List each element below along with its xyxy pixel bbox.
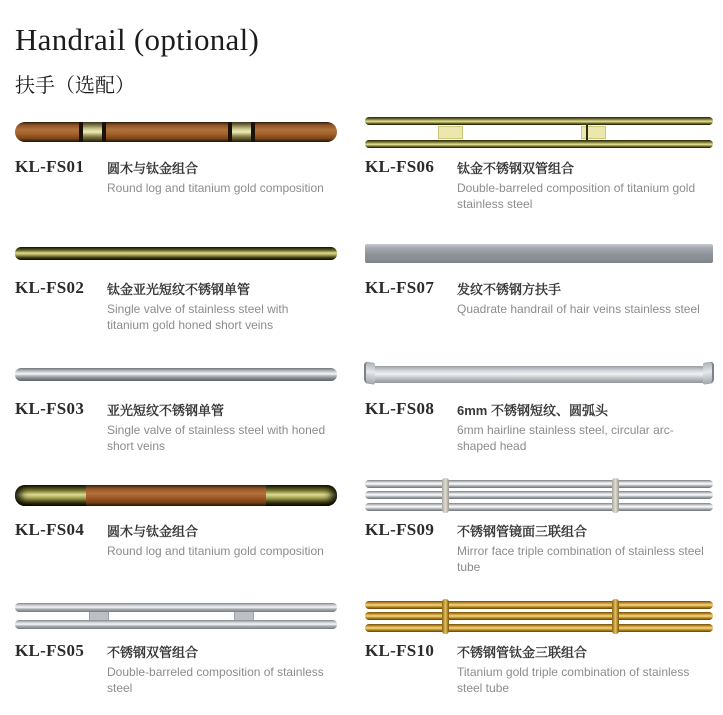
product-code: KL-FS02 (15, 278, 85, 297)
titanium-gold-end (266, 485, 337, 506)
product-name-en: Round log and titanium gold composition (107, 544, 324, 558)
product-card-kl-fs08 (365, 352, 713, 473)
tube-clamp (442, 599, 449, 634)
arc-head-right (703, 361, 714, 385)
handrail-image-double-gold-tubes (365, 117, 713, 148)
product-name-cn: 不锈钢双管组合 (107, 645, 199, 660)
product-card-kl-fs01 (15, 110, 337, 231)
page-title: Handrail (optional) (15, 22, 260, 57)
product-code: KL-FS09 (365, 520, 435, 539)
tube-connector (438, 126, 463, 139)
handrail-image-double-silver-tubes (15, 603, 337, 629)
product-name-cn: 钛金不锈钢双管组合 (457, 161, 575, 176)
product-code: KL-FS08 (365, 399, 435, 418)
product-code: KL-FS06 (365, 157, 435, 176)
product-name-en: Single valve of stainless steel with honed short veins (107, 423, 326, 453)
product-name-cn: 不锈钢管钛金三联组合 (457, 645, 588, 660)
tube-clamp (612, 599, 619, 634)
product-card-kl-fs03 (15, 352, 337, 473)
titanium-gold-band (79, 122, 106, 142)
product-code: KL-FS07 (365, 278, 435, 297)
product-name-en: Quadrate handrail of hair veins stainless steel (457, 302, 700, 316)
product-column-right (365, 110, 713, 715)
product-code: KL-FS01 (15, 157, 85, 176)
product-card-kl-fs09 (365, 473, 713, 594)
product-code: KL-FS10 (365, 641, 435, 660)
product-card-kl-fs05 (15, 594, 337, 715)
arc-head-left (364, 361, 375, 385)
product-card-kl-fs10 (365, 594, 713, 715)
handrail-image-gold-tube (15, 247, 337, 260)
product-card-kl-fs02 (15, 231, 337, 352)
product-name-cn: 发纹不锈钢方扶手 (457, 282, 562, 297)
product-name-cn: 6mm 不锈钢短纹、圆弧头 (457, 403, 608, 418)
product-grid (15, 110, 711, 715)
product-code: KL-FS05 (15, 641, 85, 660)
product-card-kl-fs06 (365, 110, 713, 231)
product-name-en: Double-barreled composition of titanium gold stainless steel (457, 181, 696, 211)
handrail-image-wood-gold-bands (15, 122, 337, 142)
tube-clamp (442, 478, 449, 513)
handrail-image-silver-tube (15, 368, 337, 381)
product-name-cn: 圆木与钛金组合 (107, 161, 199, 176)
tube-clamp (612, 478, 619, 513)
handrail-image-wood-gold-ends (15, 485, 337, 506)
product-name-en: Double-barreled composition of stainless steel (107, 665, 324, 695)
product-code: KL-FS03 (15, 399, 85, 418)
product-name-en: 6mm hairline stainless steel, circular arc-shaped head (457, 423, 674, 453)
titanium-gold-band (228, 122, 255, 142)
handrail-image-arc-silver-bar (365, 366, 713, 383)
handrail-image-triple-silver-tubes (365, 480, 713, 511)
handrail-image-square-gray-bar (365, 244, 713, 263)
tube-connector (581, 126, 606, 139)
handrail-image-triple-gold-tubes (365, 601, 713, 632)
page-header (0, 0, 723, 98)
titanium-gold-end (15, 485, 86, 506)
product-name-en: Single valve of stainless steel with titanium gold honed short veins (107, 302, 289, 332)
page-subtitle: 扶手（选配） (15, 75, 135, 97)
product-card-kl-fs04 (15, 473, 337, 594)
product-column-left (15, 110, 337, 715)
product-name-cn: 钛金亚光短纹不锈钢单管 (107, 282, 251, 297)
product-name-cn: 不锈钢管镜面三联组合 (457, 524, 588, 539)
product-card-kl-fs07 (365, 231, 713, 352)
product-name-en: Mirror face triple combination of stainless steel tube (457, 544, 704, 574)
product-name-en: Round log and titanium gold composition (107, 181, 324, 195)
product-code: KL-FS04 (15, 520, 85, 539)
product-name-cn: 圆木与钛金组合 (107, 524, 199, 539)
product-name-en: Titanium gold triple combination of stainless steel tube (457, 665, 690, 695)
product-name-cn: 亚光短纹不锈钢单管 (107, 403, 225, 418)
